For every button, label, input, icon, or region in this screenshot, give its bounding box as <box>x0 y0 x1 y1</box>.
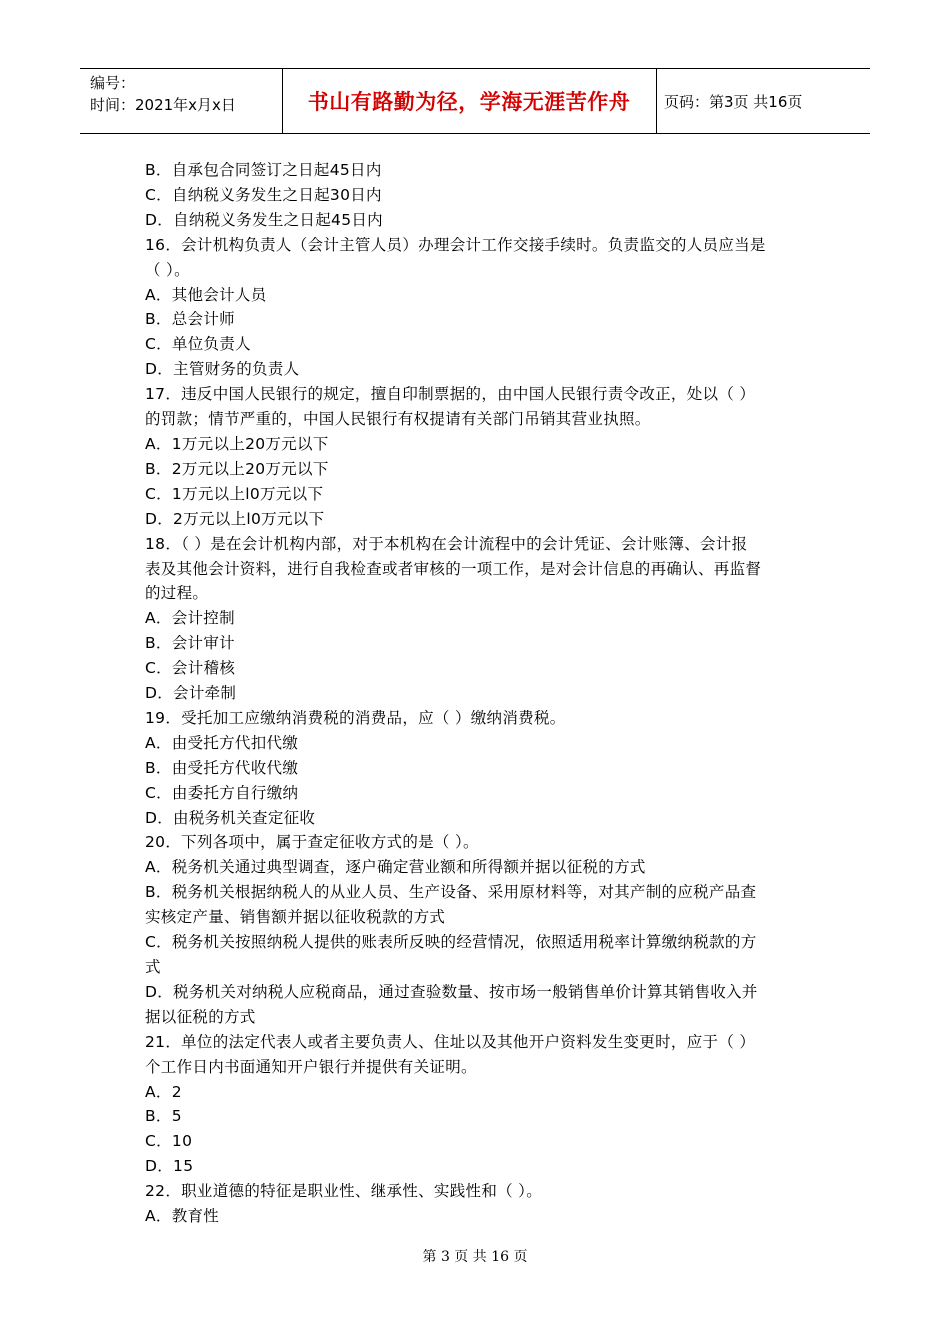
text-line: D．2万元以上l0万元以下 <box>145 509 325 528</box>
text-line: C．税务机关按照纳税人提供的账表所反映的经营情况，依照适用税率计算缴纳税款的方 <box>145 933 757 952</box>
text-line: B．由受托方代收代缴 <box>145 758 299 777</box>
text-line: 17．违反中国人民银行的规定，擅自印制票据的，由中国人民银行责令改正，处以（ ） <box>145 385 756 404</box>
document-body <box>145 158 810 1229</box>
page-footer: 第 3 页 共 16 页 <box>422 1249 528 1265</box>
text-line: D．会计牵制 <box>145 684 237 703</box>
text-line: A．2 <box>145 1082 182 1101</box>
text-line: B．会计审计 <box>145 634 235 653</box>
text-line: D．自纳税义务发生之日起45日内 <box>145 210 383 229</box>
text-line: C．由委托方自行缴纳 <box>145 783 299 802</box>
text-line: 21．单位的法定代表人或者主要负责人、住址以及其他开户资料发生变更时，应于（ ） <box>145 1032 756 1051</box>
text-line: D．15 <box>145 1157 194 1176</box>
text-line: 个工作日内书面通知开户银行并提供有关证明。 <box>145 1057 477 1076</box>
text-line: A．税务机关通过典型调查，逐户确定营业额和所得额并据以征税的方式 <box>145 858 646 877</box>
text-line: 18．（ ）是在会计机构内部，对于本机构在会计流程中的会计凭证、会计账簿、会计报 <box>145 534 748 553</box>
text-line: 实核定产量、销售额并据以征收税款的方式 <box>145 908 446 927</box>
text-line: C．1万元以上l0万元以下 <box>145 484 324 503</box>
text-line: 式 <box>145 958 161 976</box>
header-motto: 书山有路勤为径，学海无涯苦作舟 <box>307 90 631 114</box>
text-line: 的罚款；情节严重的，中国人民银行有权提请有关部门吊销其营业执照。 <box>145 410 651 429</box>
time-label: 时间：2021年x月x日 <box>90 96 236 114</box>
text-line: 22．职业道德的特征是职业性、继承性、实践性和（ ）。 <box>145 1182 543 1201</box>
text-line: C．单位负责人 <box>145 335 251 354</box>
text-line: A．其他会计人员 <box>145 285 267 304</box>
text-line: B．2万元以上20万元以下 <box>145 459 329 478</box>
number-label: 编号： <box>90 74 136 92</box>
text-line: 据以征税的方式 <box>145 1007 256 1026</box>
text-line: 的过程。 <box>145 584 209 603</box>
text-line: C．自纳税义务发生之日起30日内 <box>145 185 382 204</box>
text-line: C．10 <box>145 1132 193 1151</box>
text-line: B．自承包合同签订之日起45日内 <box>145 161 382 179</box>
text-line: B．5 <box>145 1107 182 1126</box>
text-line: 表及其他会计资料，进行自我检查或者审核的一项工作，是对会计信息的再确认、再监督 <box>145 559 762 578</box>
text-line: B．总会计师 <box>145 310 235 329</box>
text-line: 20．下列各项中，属于查定征收方式的是（ ）。 <box>145 833 479 852</box>
header-page-info: 页码：第3页 共16页 <box>664 92 803 111</box>
text-line: 16．会计机构负责人（会计主管人员）办理会计工作交接手续时。负责监交的人员应当是 <box>145 235 766 254</box>
text-line: A．教育性 <box>145 1207 220 1226</box>
text-line: D．主管财务的负责人 <box>145 360 300 379</box>
text-line: A．由受托方代扣代缴 <box>145 733 299 752</box>
text-line: （ ）。 <box>145 260 190 279</box>
text-line: 19．受托加工应缴纳消费税的消费品，应（ ）缴纳消费税。 <box>145 708 566 727</box>
text-line: A．会计控制 <box>145 609 235 628</box>
header-meta <box>90 72 236 116</box>
text-line: A．1万元以上20万元以下 <box>145 434 329 453</box>
text-line: D．由税务机关查定征收 <box>145 808 316 827</box>
text-line: B．税务机关根据纳税人的从业人员、生产设备、采用原材料等，对其产制的应税产品查 <box>145 883 757 902</box>
text-line: D．税务机关对纳税人应税商品，通过查验数量、按市场一般销售单价计算其销售收入并 <box>145 982 758 1001</box>
text-line: C．会计稽核 <box>145 659 236 678</box>
header-divider-right <box>656 69 657 133</box>
page-header <box>80 68 870 134</box>
